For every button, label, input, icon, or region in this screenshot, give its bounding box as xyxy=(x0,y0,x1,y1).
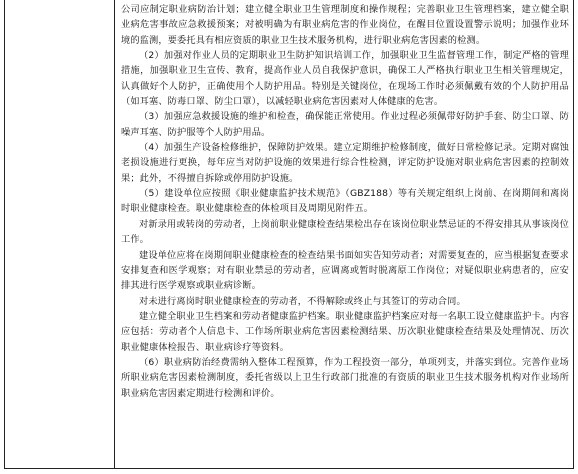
paragraph-archives: 建立健全职业卫生档案和劳动者健康监护档案。职业健康监护档案应对每一名职工设立健康监护卡。内容应包括：劳动者个人信息卡、工作场所职业病危害因素检测结果、历次职业健康检查结果及处理情况、历次职业健康体检报告、职业病诊疗等资料。 xyxy=(121,310,569,353)
paragraph-new-hire: 对新录用或转岗的劳动者，上岗前职业健康检查结果检出存在该岗位职业禁忌证的不得安排其从事该岗位工作。 xyxy=(121,218,569,246)
paragraph-item-2: （2）加强对作业人员的定期职业卫生防护知识培训工作，加强职业卫生监督管理工作，制定严格的管理措施，加强职业卫生宣传、教育，提高作业人员自我保护意识，确保工人严格执行职业卫生相关管理规定，认真做好个人防护，正确使用个人防护用品。特别是关键岗位，在现场工作时必须佩戴有效的个人防护用品（如耳塞、防毒口罩、防尘口罩），以减轻职业病危害因素对人体健康的危害。 xyxy=(121,50,569,108)
paragraph-item-6: （6）职业病防治经费需纳入整体工程预算，作为工程投资一部分，单项列支，并落实到位。完善作业场所职业病危害因素检测制度，委托省级以上卫生行政部门批准的有资质的职业卫生技术服务机构对作业场所职业病危害因素定期进行检测和评价。 xyxy=(121,356,569,399)
table-left-column xyxy=(5,0,115,468)
paragraph-item-5: （5）建设单位应按照《职业健康监护技术规范》（GBZ188）等有关规定组织上岗前、在岗期间和离岗时职业健康检查。职业健康检查的体检项目及周期见附件五。 xyxy=(121,188,569,215)
paragraph-item-4: （4）加强生产设备检修维护，保障防护效果。建立定期维护检修制度，做好日常检修记录。定期对腐蚀老损设施进行更换，每年应当对防护设施的效果进行综合性检测，评定防护设施对职业病危害因素的控制效果；此外，不得擅自拆除或停用防护设施。 xyxy=(121,142,569,184)
paragraph-leaving-post: 对未进行离岗时职业健康检查的劳动者，不得解除或终止与其签订的劳动合同。 xyxy=(139,295,466,307)
table-frame xyxy=(4,0,574,469)
table-content-cell xyxy=(121,2,569,401)
paragraph-item-3: （3）加强应急救援设施的维护和检查，确保能正常使用。作业过程必须佩带好防护手套、防尘口罩、防噪声耳塞、防护服等个人防护用品。 xyxy=(121,111,569,138)
paragraph-in-post-results: 建设单位应将在岗期间职业健康检查的检查结果书面如实告知劳动者；对需要复查的，应当根据复查要求安排复查和医学观察；对有职业禁忌的劳动者，应调离或暂时脱离原工作岗位；对疑似职业病患者的，应安排其进行医学观察或职业病诊断。 xyxy=(121,249,569,292)
paragraph-intro: 公司应制定职业病防治计划；建立健全职业卫生管理制度和操作规程；完善职业卫生管理档案，建立健全职业病危害事故应急救援预案；对被明确为有职业病危害的作业岗位，在醒目位置设置警示说明；加强作业环境的监测，要委托具有相应资质的职业卫生技术服务机构，进行职业病危害因素的检测。 xyxy=(121,4,569,46)
